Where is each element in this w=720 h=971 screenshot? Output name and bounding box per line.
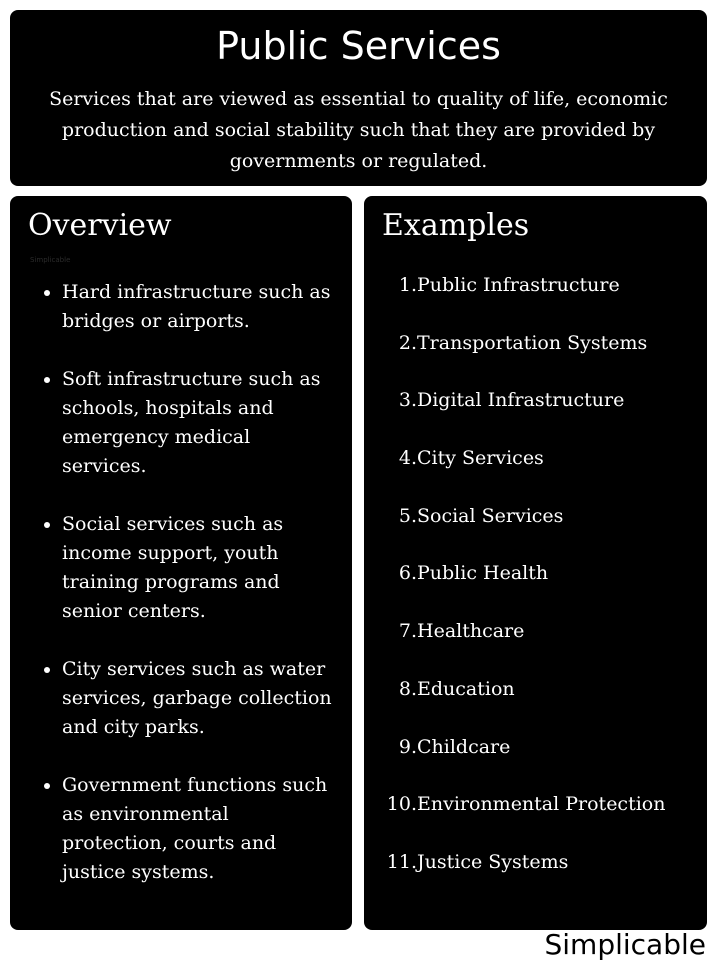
- list-item: [62, 771, 340, 887]
- page-subtitle: Services that are viewed as essential to quality of life, economic production and social stability such that they are provided by governments or regulated.: [49, 88, 668, 172]
- bullet-icon: [44, 377, 50, 383]
- item-label: Environmental Protection: [417, 793, 666, 816]
- list-item: [364, 389, 707, 447]
- item-number: 3.: [398, 389, 417, 412]
- list-item: [62, 510, 340, 626]
- bullet-icon: [44, 667, 50, 673]
- overview-list: [62, 278, 340, 916]
- item-label: Public Infrastructure: [417, 274, 620, 296]
- list-item-text: Social services such as income support, youth training programs and senior centers.: [62, 513, 284, 622]
- list-item: [364, 447, 707, 505]
- item-label: Healthcare: [417, 620, 525, 643]
- item-number: 7.: [398, 620, 417, 643]
- examples-panel: [364, 196, 707, 930]
- list-item: [364, 736, 707, 794]
- list-item-text: Hard infrastructure such as bridges or airports.: [62, 281, 331, 332]
- item-number: 11.: [386, 850, 417, 873]
- item-number: 4.: [398, 447, 417, 470]
- examples-list: [364, 274, 707, 909]
- watermark-text: Simplicable: [30, 256, 71, 264]
- list-item: [364, 620, 707, 678]
- brand-logo: Simplicable: [544, 928, 706, 961]
- item-number: 6.: [398, 562, 417, 585]
- item-number: 10.: [386, 793, 417, 816]
- page-title: Public Services: [216, 24, 501, 68]
- item-label: City Services: [417, 447, 544, 470]
- list-item: [364, 562, 707, 620]
- list-item-text: Government functions such as environmental protection, courts and justice systems.: [62, 774, 328, 883]
- overview-heading: Overview: [28, 208, 172, 243]
- item-number: 5.: [398, 504, 417, 527]
- list-item: [364, 793, 707, 851]
- item-label: Justice Systems: [417, 850, 569, 873]
- item-label: Childcare: [417, 735, 511, 758]
- item-label: Digital Infrastructure: [417, 389, 625, 412]
- list-item-text: City services such as water services, garbage collection and city parks.: [62, 658, 332, 738]
- list-item: [364, 332, 707, 390]
- bullet-icon: [44, 290, 50, 296]
- examples-heading: Examples: [382, 208, 530, 243]
- list-item: [62, 655, 340, 742]
- list-item: [62, 365, 340, 481]
- item-number: 2.: [398, 331, 417, 354]
- item-number: 8.: [398, 677, 417, 700]
- item-label: Education: [417, 677, 515, 700]
- list-item: [364, 274, 707, 332]
- header-panel: [10, 10, 707, 186]
- item-label: Transportation Systems: [417, 331, 648, 354]
- bullet-icon: [44, 783, 50, 789]
- item-label: Social Services: [417, 504, 564, 527]
- list-item: [62, 278, 340, 336]
- bullet-icon: [44, 522, 50, 528]
- list-item: [364, 678, 707, 736]
- item-number: 9.: [398, 735, 417, 758]
- item-number: 1.: [398, 274, 417, 296]
- list-item-text: Soft infrastructure such as schools, hospitals and emergency medical services.: [62, 368, 321, 477]
- item-label: Public Health: [417, 562, 549, 585]
- overview-panel: [10, 196, 352, 930]
- list-item: [364, 505, 707, 563]
- list-item: [364, 851, 707, 909]
